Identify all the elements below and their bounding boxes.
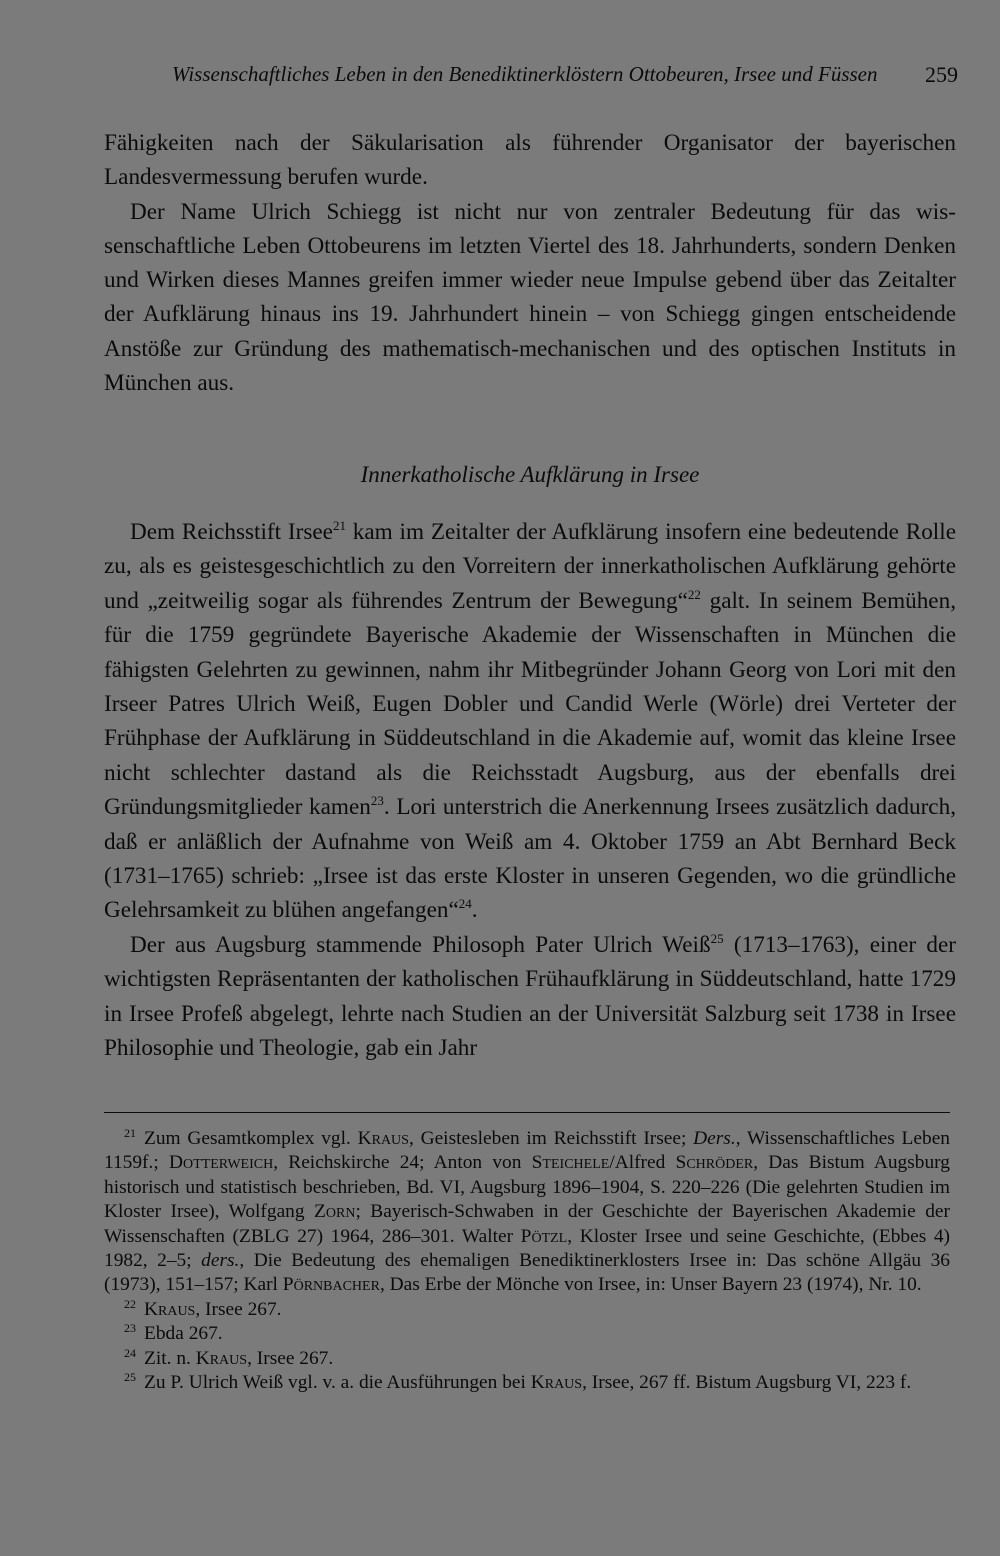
author-name: Kraus [357,1128,409,1149]
text-run: , Irsee, 267 ff. Bistum Augsburg VI, 223 f. [582,1372,912,1394]
text-run: Ebda 267. [144,1323,223,1345]
author-name: Steichele [531,1152,610,1174]
author-name: Kraus [144,1298,196,1320]
text-run: , Das Erbe der Mönche von Irsee, in: Unser Bayern 23 (1974), Nr. 10. [379,1274,922,1296]
footnote-ref[interactable]: 22 [687,586,701,602]
text-run: . Lori unterstrich die Anerkennung Irsees zusätzlich dadurch, daß er anläßlich der Aufnahme von Weiß am 4. Oktober 1759 an Abt Bernhard Beck (1731–1765) schrieb: „Irsee ist das erste Kloster in unseren Gegenden, wo die gründliche Gelehrsamkeit zu blühen angefangen“ [104,794,956,924]
author-name: Pötzl [520,1225,568,1247]
footnote-number: 21 [124,1126,136,1140]
author-name: Pörnbacher [282,1274,380,1296]
paragraph: Der Name Ulrich Schiegg ist nicht nur von zentraler Bedeutung für das wissenschaftliche Leben Ottobeurens im letzten Viertel des 18. Jahrhunderts, sondern Denken und Wirken dieses Mannes greifen immer wieder neue Impulse gebend über das Zeitalter der Aufklärung hinaus ins 19. Jahrhundert hinein – von Schiegg gingen entscheidende Anstöße zur Gründung des mathematisch-mechanischen und des optischen Instituts in München aus. [104,198,956,397]
footnote-21 [104,1127,950,1298]
text-run: Zit. n. [144,1347,196,1369]
footnote-24 [104,1347,950,1371]
text-run: Zum Gesamtkomplex vgl. [144,1128,358,1149]
text-run: , Irsee 267. [247,1347,334,1369]
author-name: Schröder [675,1152,754,1174]
footnotes [104,1127,950,1395]
author-name: Zorn [314,1201,356,1223]
footnote-ref[interactable]: 25 [710,930,724,946]
text-run: ; Bayerisch-Schwaben in der Geschichte der Bayerischen Akademie der Wissenschaften (ZBLG 27) 1964, 286–301. Walter [104,1201,950,1247]
footnote-ref[interactable]: 21 [332,518,346,533]
text-run: Der aus Augsburg stammende Philosoph Pater Ulrich Weiß [130,931,711,958]
text-run: Zu P. Ulrich Weiß vgl. v. a. die Ausführungen bei [144,1372,531,1394]
text-run: galt. In seinem Bemühen, für die 1759 gegründete Bayerische Akademie der Wissenschaften in München die fähigsten Gelehrten zu gewinnen, nahm ihr Mitbegründer Johann Georg von Lori mit den Irseer Patres Ulrich Weiß, Eugen Dobler und Candid Werle (Wörle) drei Verteter der Frühphase der Aufklärung in Süddeutschland in die Akademie auf, womit das kleine Irsee nicht schlechter dastand als die Reichsstadt Augsburg, aus der ebenfalls drei Gründungsmitglieder kamen [104,587,956,821]
text-run: , Kloster Irsee und seine Geschichte, (Ebbes 4) 1982, 2–5; [104,1225,950,1272]
text-run: Dem Reichsstift Irsee [130,519,333,545]
text-run: , Die Bedeutung des ehemaligen Benediktinerklosters Irsee in: Das schöne Allgäu 36 (1973), 151–157; Karl [104,1250,950,1296]
text-run: , Wissenschaftliches Leben 1159f.; [104,1128,950,1174]
text-run: . [471,897,478,924]
text-run: (1713–1763), einer der wichtigsten Repräsentanten der katholischen Frühaufklärung in Süddeutschland, hatte 1729 in Irsee Profeß abgelegt, lehrte nach Studien an der Universität Salzburg seit 1738 in Irsee Philosophie und Theologie, gab ein Jahr [104,931,956,1062]
text-run: , Das Bistum Augsburg historisch und statistisch beschrieben, Bd. VI, Augsburg 1896–1904, S. 220–226 (Die gelehrten Studien im Kloster Irsee), Wolfgang [104,1152,950,1223]
footnote-22 [104,1298,950,1322]
author-name: Kraus [195,1347,248,1369]
text-run: /Alfred [609,1152,676,1174]
footnote-number: 25 [124,1370,136,1385]
text-run: kam im Zeitalter der Aufklärung insofern eine bedeutende Rolle zu, als es geistesgeschichtlich zu den Vorreitern der innerkatholischen Aufklärung gehörte und „zeitweilig sogar als führendes Zentrum der Bewegung“ [104,519,956,614]
footnote-number: 22 [124,1296,136,1311]
footnote-number: 23 [124,1321,136,1336]
paragraph: Fähigkeiten nach der Säkularisation als führender Organisator der bayerischen Landesvermessung berufen wurde. [104,130,956,191]
paragraph [104,515,956,928]
text-run: , Irsee 267. [195,1298,282,1320]
paragraph [104,928,956,1066]
intro-text [104,126,956,400]
page-number: 259 [925,62,958,87]
footnote-25 [104,1371,950,1395]
running-title: Wissenschaftliches Leben in den Benediktinerklöstern Ottobeuren, Irsee und Füssen [172,62,878,86]
footnote-ref[interactable]: 24 [458,896,472,912]
text-run: , Geistesleben im Reichsstift Irsee; [408,1128,694,1149]
section-heading: Innerkatholische Aufklärung in Irsee [360,462,700,487]
footnote-23 [104,1322,950,1346]
text-run: ders. [201,1250,240,1272]
footnote-number: 24 [124,1345,136,1360]
section-text [104,515,956,1066]
text-run: Ders. [693,1128,736,1149]
author-name: Kraus [530,1372,583,1394]
page-header [172,62,958,92]
author-name: Dotterweich [168,1152,274,1174]
footnote-separator [104,1112,950,1113]
text-run: , Reichskirche 24; Anton von [273,1152,532,1174]
footnote-ref[interactable]: 23 [370,793,384,809]
